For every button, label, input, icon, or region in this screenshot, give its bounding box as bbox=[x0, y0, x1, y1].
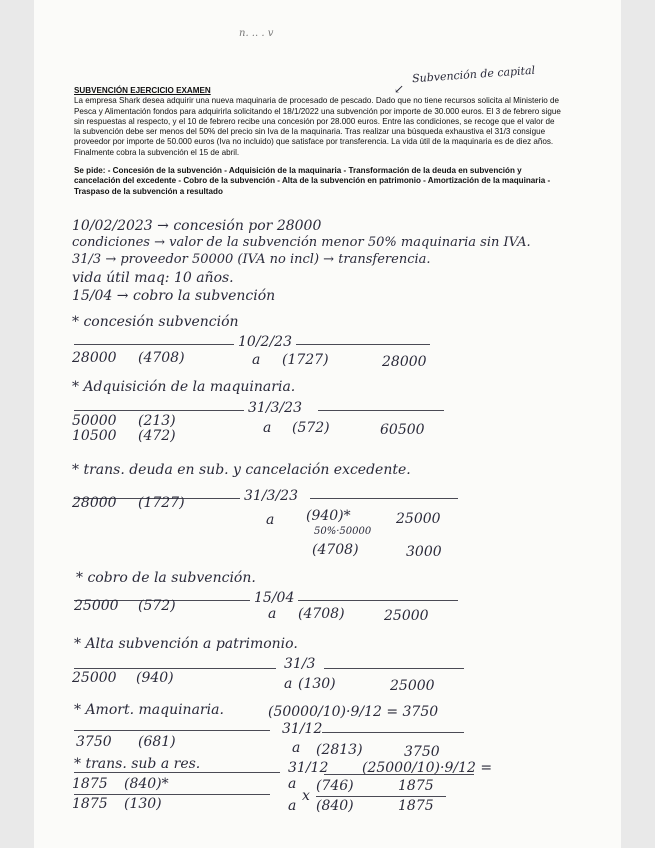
margin-arrow: ↙ bbox=[394, 82, 405, 96]
credit-amount: 3000 bbox=[406, 544, 442, 560]
a-connector: a bbox=[292, 740, 301, 756]
entry-title: * Alta subvención a patrimonio. bbox=[74, 636, 298, 652]
credit-account: (572) bbox=[292, 420, 330, 436]
entry-title: * Adquisición de la maquinaria. bbox=[72, 379, 296, 395]
a-connector: a bbox=[263, 420, 272, 436]
debit-amount: 28000 bbox=[72, 495, 117, 511]
entry-date: 31/3/23 bbox=[248, 400, 302, 416]
credit-amount: 1875 bbox=[398, 798, 434, 814]
debit-amount: 25000 bbox=[74, 598, 119, 614]
debit-amount: 28000 bbox=[72, 350, 117, 366]
credit-account: (2813) bbox=[316, 742, 363, 758]
entry-title: * trans. sub a res. bbox=[74, 756, 201, 772]
entry-date: 31/12 bbox=[288, 760, 329, 776]
credit-amount: 28000 bbox=[382, 354, 427, 370]
entry-rule bbox=[74, 730, 270, 731]
margin-note: Subvención de capital bbox=[411, 63, 536, 86]
entry-rule bbox=[318, 410, 444, 411]
cross-mark: x bbox=[302, 788, 310, 804]
entry-date: 31/12 bbox=[282, 721, 323, 737]
entry-rule bbox=[322, 732, 464, 733]
credit-account: (130) bbox=[298, 676, 336, 692]
entry-rule bbox=[74, 344, 234, 345]
credit-amount: 3750 bbox=[404, 744, 440, 760]
entry-rule bbox=[298, 600, 458, 601]
entry-rule bbox=[324, 668, 464, 669]
credit-account: (840) bbox=[316, 798, 354, 814]
a-connector: a bbox=[268, 606, 277, 622]
statement-heading: SUBVENCIÓN EJERCICIO EXAMEN bbox=[74, 86, 211, 95]
header-scribble: n. .. . v bbox=[239, 28, 274, 39]
note-line: 15/04 → cobro la subvención bbox=[72, 288, 276, 304]
exercise-statement bbox=[74, 86, 561, 197]
a-connector: a bbox=[252, 352, 261, 368]
debit-account: (472) bbox=[138, 428, 176, 444]
entry-date: 31/3 bbox=[284, 656, 316, 672]
credit-amount: 25000 bbox=[384, 608, 429, 624]
a-connector: a bbox=[266, 512, 275, 528]
entry-rule bbox=[324, 774, 474, 775]
credit-amount: 25000 bbox=[396, 511, 441, 527]
entry-rule bbox=[74, 772, 280, 773]
entry-rule bbox=[74, 410, 244, 411]
debit-account: (840)* bbox=[124, 776, 169, 792]
note-line: 10/02/2023 → concesión por 28000 bbox=[72, 218, 322, 234]
credit-account: (4708) bbox=[312, 542, 359, 558]
debit-account: (213) bbox=[138, 413, 176, 429]
entry-title: * concesión subvención bbox=[72, 314, 239, 330]
entry-title: * cobro de la subvención. bbox=[76, 570, 256, 586]
note-line: condiciones → valor de la subvención menor 50% maquinaria sin IVA. bbox=[72, 235, 531, 250]
entry-rule bbox=[74, 794, 270, 795]
debit-account: (572) bbox=[138, 598, 176, 614]
a-connector: a bbox=[284, 676, 293, 692]
entry-date: 10/2/23 bbox=[238, 334, 292, 350]
debit-account: (681) bbox=[138, 734, 176, 750]
debit-amount: 50000 bbox=[72, 413, 117, 429]
debit-amount: 3750 bbox=[76, 734, 112, 750]
debit-account: (940) bbox=[136, 670, 174, 686]
debit-amount: 10500 bbox=[72, 428, 117, 444]
debit-amount: 1875 bbox=[72, 776, 108, 792]
entry-rule bbox=[310, 498, 458, 499]
a-connector: a bbox=[288, 798, 297, 814]
entry-title: * trans. deuda en sub. y cancelación excedente. bbox=[72, 462, 411, 478]
transfer-formula: (25000/10)·9/12 = bbox=[362, 760, 493, 776]
entry-rule bbox=[74, 668, 276, 669]
debit-account: (1727) bbox=[138, 495, 185, 511]
debit-amount: 25000 bbox=[72, 670, 117, 686]
statement-asks: Se pide: - Concesión de la subvención - Adquisición de la maquinaria - Transformación de la deuda en subvención y cancelación del excedente - Cobro de la subvención - Alta de la subvención en patrimonio - Amortización de la maquinaria - Traspaso de la subvención a resultado bbox=[74, 166, 551, 196]
entry-rule bbox=[296, 344, 430, 345]
a-connector: a bbox=[288, 776, 297, 792]
credit-account: (4708) bbox=[298, 606, 345, 622]
entry-title: * Amort. maquinaria. bbox=[74, 702, 224, 718]
credit-account: (1727) bbox=[282, 352, 329, 368]
note-line: 31/3 → proveedor 50000 (IVA no incl) → transferencia. bbox=[72, 252, 431, 267]
entry-date: 15/04 bbox=[254, 590, 295, 606]
side-calculation: 50%·50000 bbox=[314, 526, 372, 537]
scanned-page bbox=[34, 0, 621, 848]
note-line: vida útil maq: 10 años. bbox=[72, 270, 234, 286]
statement-paragraph: La empresa Shark desea adquirir una nueva maquinaria de procesado de pescado. Dado que no tiene recursos solicita al Ministerio de Pesca y Alimentación fondos para adquirirla solicitando el 18/1/2022 una subvención por importe de 30.000 euros. El 3 de febrero sigue sin respuestas al respecto, y el 10 de febrero recibe una concesión por 28.000 euros. Entre las condiciones, se recoge que el valor de la subvención debe ser menos del 50% del precio sin Iva de la maquinaria. Tras realizar una búsqueda exhaustiva el 31/3 consigue proveedor por importe de 50.000 euros (Iva no incluido) que satisface por transferencia. La vida útil de la maquinaria es de diez años. Finalmente cobra la subvención el 15 de abril. bbox=[74, 96, 561, 157]
debit-amount: 1875 bbox=[72, 796, 108, 812]
debit-account: (130) bbox=[124, 796, 162, 812]
credit-account: (746) bbox=[316, 778, 354, 794]
credit-amount: 1875 bbox=[398, 778, 434, 794]
amortization-formula: (50000/10)·9/12 = 3750 bbox=[268, 704, 439, 720]
entry-date: 31/3/23 bbox=[244, 488, 298, 504]
entry-rule bbox=[316, 796, 446, 797]
credit-account: (940)* bbox=[306, 508, 351, 524]
credit-amount: 60500 bbox=[380, 422, 425, 438]
debit-account: (4708) bbox=[138, 350, 185, 366]
credit-amount: 25000 bbox=[390, 678, 435, 694]
